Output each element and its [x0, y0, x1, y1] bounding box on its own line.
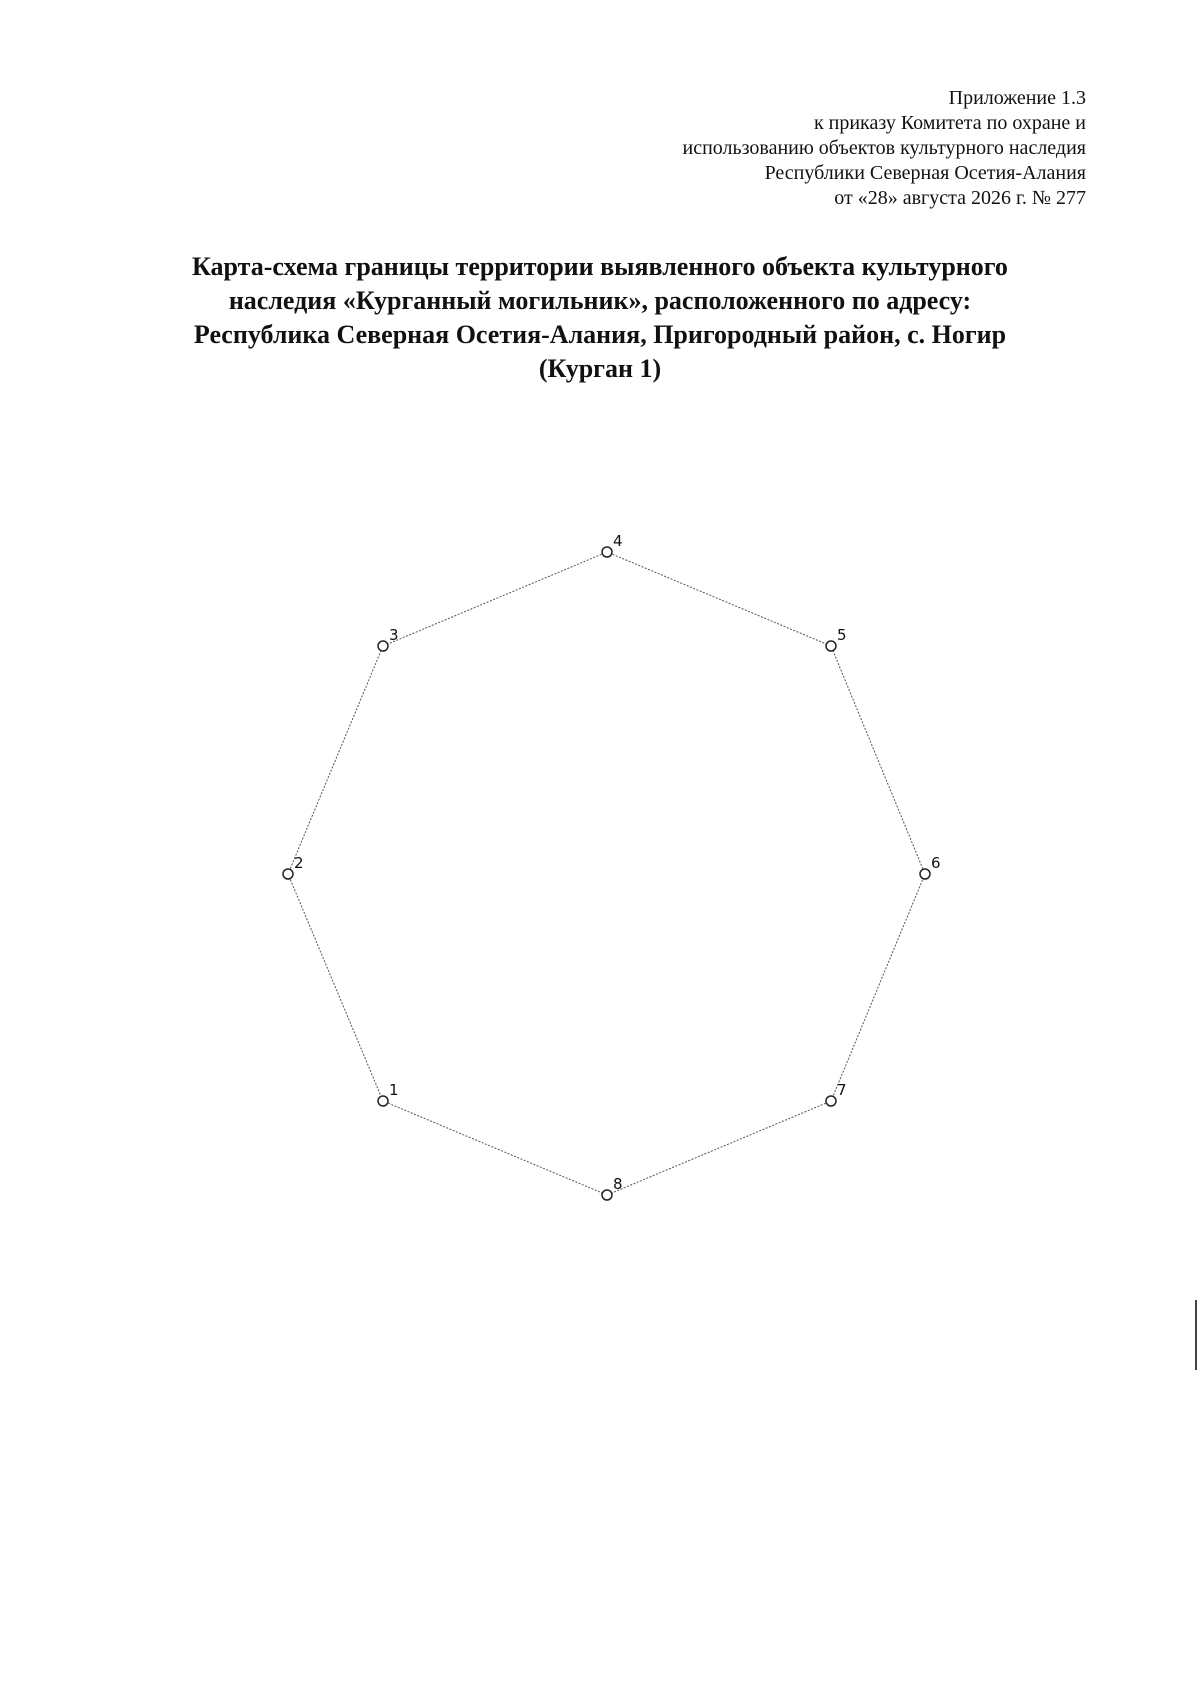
title-line: (Курган 1): [538, 354, 662, 383]
boundary-point-4-label: 4: [613, 532, 623, 550]
boundary-point-1-marker: [378, 1096, 388, 1106]
boundary-point-6-label: 6: [931, 854, 941, 872]
appendix-line: Республики Северная Осетия-Алания: [764, 162, 1086, 184]
boundary-point-8-marker: [602, 1190, 612, 1200]
boundary-point-3-label: 3: [389, 626, 399, 644]
scan-edge-mark: [1195, 1300, 1197, 1370]
boundary-point-8-label: 8: [613, 1175, 623, 1193]
boundary-point-2-label: 2: [294, 854, 304, 872]
appendix-line: Приложение 1.3: [948, 87, 1086, 109]
appendix-line: к приказу Комитета по охране и: [813, 112, 1086, 134]
boundary-point-7-label: 7: [837, 1081, 847, 1099]
title-line: наследия «Курганный могильник», расположенного по адресу:: [228, 286, 972, 315]
boundary-point-1-label: 1: [389, 1081, 399, 1099]
boundary-points: [283, 532, 941, 1200]
boundary-point-3-marker: [378, 641, 388, 651]
boundary-point-7-marker: [826, 1096, 836, 1106]
appendix-line: использованию объектов культурного наследия: [682, 137, 1086, 159]
boundary-point-2-marker: [283, 869, 293, 879]
boundary-point-5-marker: [826, 641, 836, 651]
boundary-point-5-label: 5: [837, 626, 847, 644]
boundary-point-4-marker: [602, 547, 612, 557]
title-line: Республика Северная Осетия-Алания, Пригородный район, с. Ногир: [193, 320, 1007, 349]
title-line: Карта-схема границы территории выявленного объекта культурного: [192, 252, 1008, 281]
appendix-line: от «28» августа 2026 г. № 277: [834, 187, 1086, 209]
boundary-point-6-marker: [920, 869, 930, 879]
